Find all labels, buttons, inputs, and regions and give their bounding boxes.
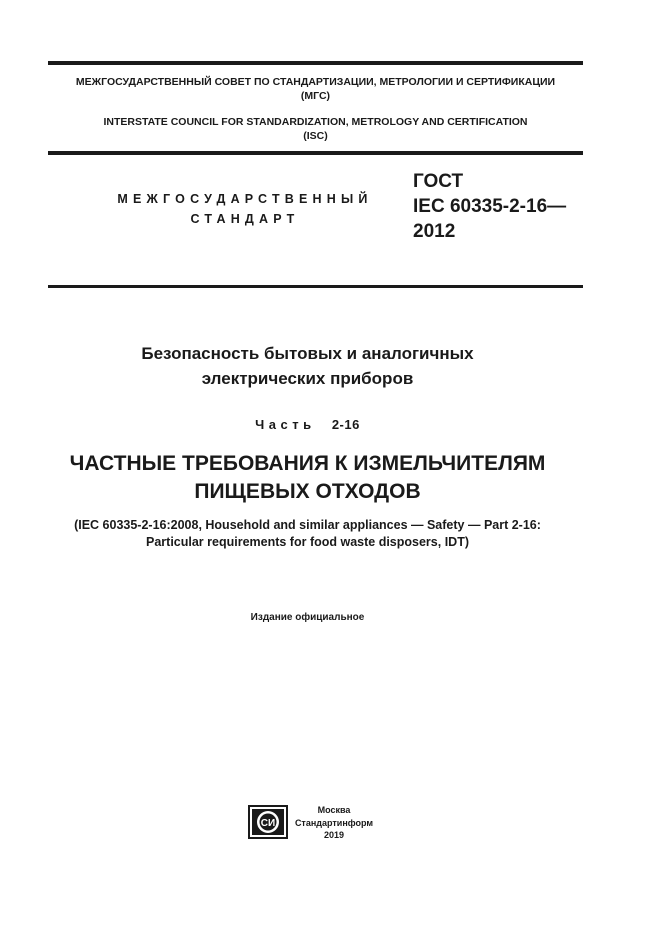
iec-reference-line2: Particular requirements for food waste disposers, IDT) (146, 535, 469, 549)
edition-label: Издание официальное (250, 612, 365, 623)
standard-type-line2: СТАНДАРТ (190, 212, 300, 226)
main-title-line2: ПИЩЕВЫХ ОТХОДОВ (194, 480, 421, 503)
gost-year: 2012 (413, 221, 456, 242)
title-line1: Безопасность бытовых и аналогичных (141, 344, 474, 363)
publisher-logo-text: СИ (260, 818, 276, 829)
designation-rule (48, 285, 583, 288)
main-title-line1: ЧАСТНЫЕ ТРЕБОВАНИЯ К ИЗМЕЛЬЧИТЕЛЯМ (69, 452, 546, 475)
part-number: 2-16 (331, 417, 360, 432)
part-label: Часть (255, 417, 316, 432)
council-en-abbr: (ISC) (303, 130, 328, 142)
publisher-logo-icon (248, 805, 288, 839)
top-rule (48, 61, 583, 65)
gost-number: IEC 60335-2-16— (413, 196, 567, 217)
council-ru-abbr: (МГС) (300, 90, 331, 102)
publisher-city: Москва (317, 805, 351, 815)
part-heading (40, 417, 575, 432)
standard-type-line1: МЕЖГОСУДАРСТВЕННЫЙ (117, 192, 373, 206)
iec-reference-line1: (IEC 60335-2-16:2008, Household and similar appliances — Safety — Part 2-16: (74, 518, 541, 532)
publisher-name: Стандартинформ (294, 817, 374, 828)
publisher-block (294, 804, 374, 842)
title-line2: электрических приборов (201, 369, 414, 388)
council-ru-name: МЕЖГОСУДАРСТВЕННЫЙ СОВЕТ ПО СТАНДАРТИЗАЦИИ, МЕТРОЛОГИИ И СЕРТИФИКАЦИИ (75, 76, 556, 88)
publisher-logo (248, 805, 288, 839)
publisher-year: 2019 (323, 830, 345, 840)
council-en-name: INTERSTATE COUNCIL FOR STANDARDIZATION, METROLOGY AND CERTIFICATION (103, 116, 528, 128)
council-rule (48, 151, 583, 155)
gost-label: ГОСТ (413, 171, 464, 192)
